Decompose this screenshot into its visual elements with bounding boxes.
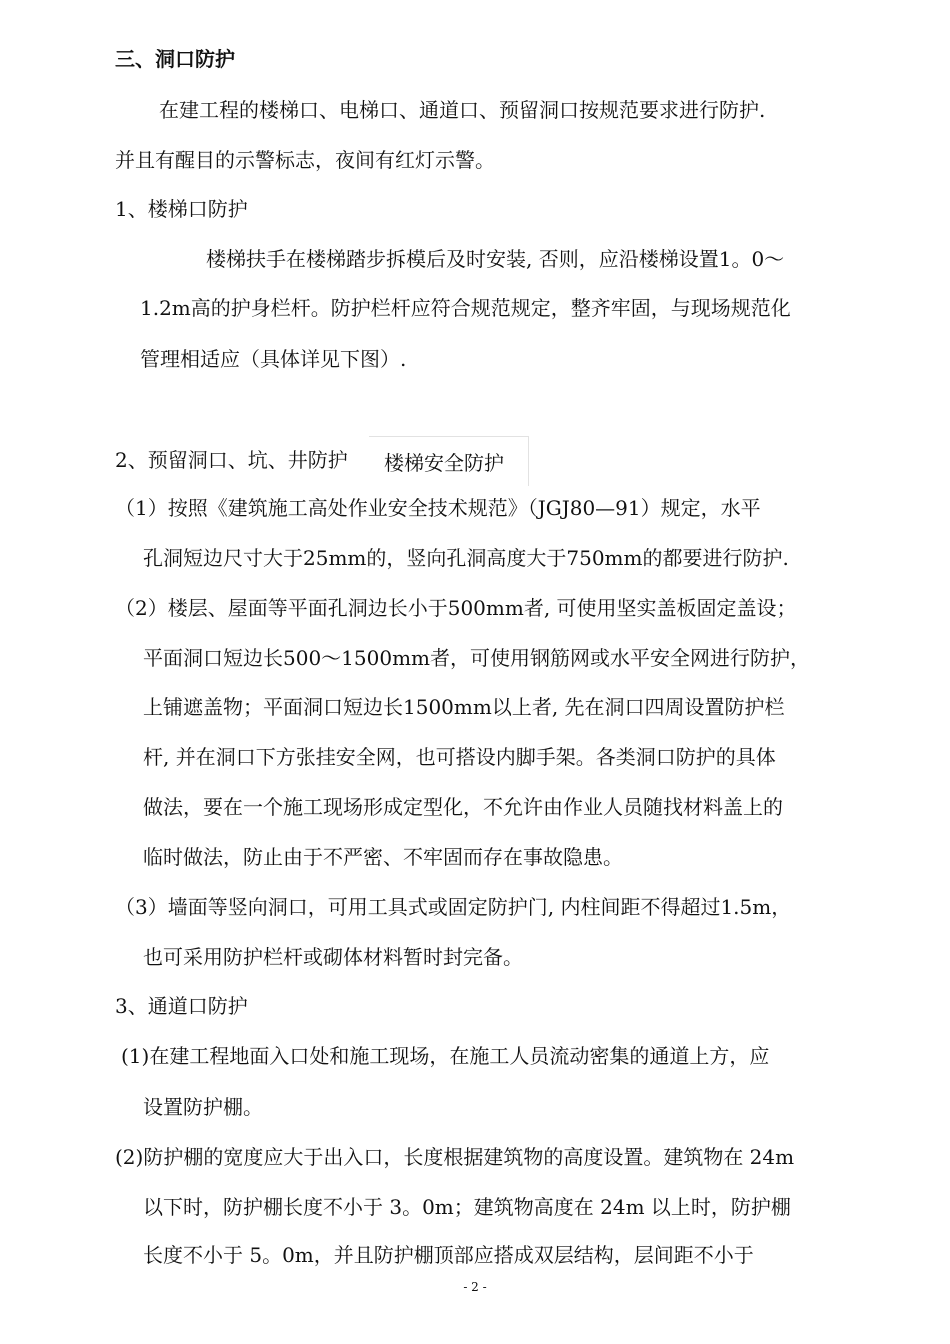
passage-line-5: 长度不小于 5。0m，并且防护棚顶部应搭成双层结构，层间距不小于: [143, 1243, 754, 1267]
passage-line-3: (2)防护棚的宽度应大于出入口，长度根据建筑物的高度设置。建筑物在 24m: [115, 1145, 795, 1169]
passage-line-4: 以下时，防护棚长度不小于 3。0m；建筑物高度在 24m 以上时，防护棚: [143, 1195, 791, 1219]
reserved-line-6: 杆, 并在洞口下方张挂安全网，也可搭设内脚手架。各类洞口防护的具体: [143, 745, 776, 769]
reserved-line-8: 临时做法，防止由于不严密、不牢固而存在事故隐患。: [143, 845, 623, 869]
reserved-line-2: 孔洞短边尺寸大于25mm的，竖向孔洞高度大于750mm的都要进行防护.: [143, 546, 789, 570]
reserved-line-9: （3）墙面等竖向洞口，可用工具式或固定防护门, 内柱间距不得超过1.5m，: [115, 895, 792, 919]
reserved-line-7: 做法，要在一个施工现场形成定型化，不允许由作业人员随找材料盖上的: [143, 795, 783, 819]
reserved-line-10: 也可采用防护栏杆或砌体材料暂时封完备。: [143, 945, 523, 969]
figure-caption-box: [369, 436, 529, 486]
stair-line-1: 楼梯扶手在楼梯踏步拆模后及时安装, 否则，应沿楼梯设置1。0～: [206, 247, 785, 271]
figure-caption: 楼梯安全防护: [384, 451, 504, 475]
reserved-line-1: （1）按照《建筑施工高处作业安全技术规范》（JGJ80—91）规定，水平: [115, 496, 761, 520]
passage-line-1: (1)在建工程地面入口处和施工现场，在施工人员流动密集的通道上方，应: [121, 1044, 770, 1068]
stair-line-2: 1.2m高的护身栏杆。防护栏杆应符合规范规定，整齐牢固，与现场规范化: [140, 296, 791, 320]
intro-line-2: 并且有醒目的示警标志，夜间有红灯示警。: [115, 148, 495, 172]
passage-heading: 3、通道口防护: [115, 994, 248, 1018]
passage-line-2: 设置防护棚。: [143, 1095, 263, 1119]
reserved-heading: 2、预留洞口、坑、井防护: [115, 448, 348, 472]
stair-line-3: 管理相适应（具体详见下图）.: [140, 347, 407, 371]
reserved-line-5: 上铺遮盖物；平面洞口短边长1500mm以上者, 先在洞口四周设置防护栏: [143, 695, 785, 719]
stair-heading: 1、楼梯口防护: [115, 197, 248, 221]
intro-line-1: 在建工程的楼梯口、电梯口、通道口、预留洞口按规范要求进行防护.: [159, 98, 766, 122]
reserved-line-3: （2）楼层、屋面等平面孔洞边长小于500mm者, 可使用坚实盖板固定盖设；: [115, 596, 797, 620]
reserved-line-4: 平面洞口短边长500～1500mm者，可使用钢筋网或水平安全网进行防护，: [143, 646, 811, 670]
page-number: - 2 -: [463, 1280, 487, 1294]
section-title: 三、洞口防护: [115, 47, 235, 71]
